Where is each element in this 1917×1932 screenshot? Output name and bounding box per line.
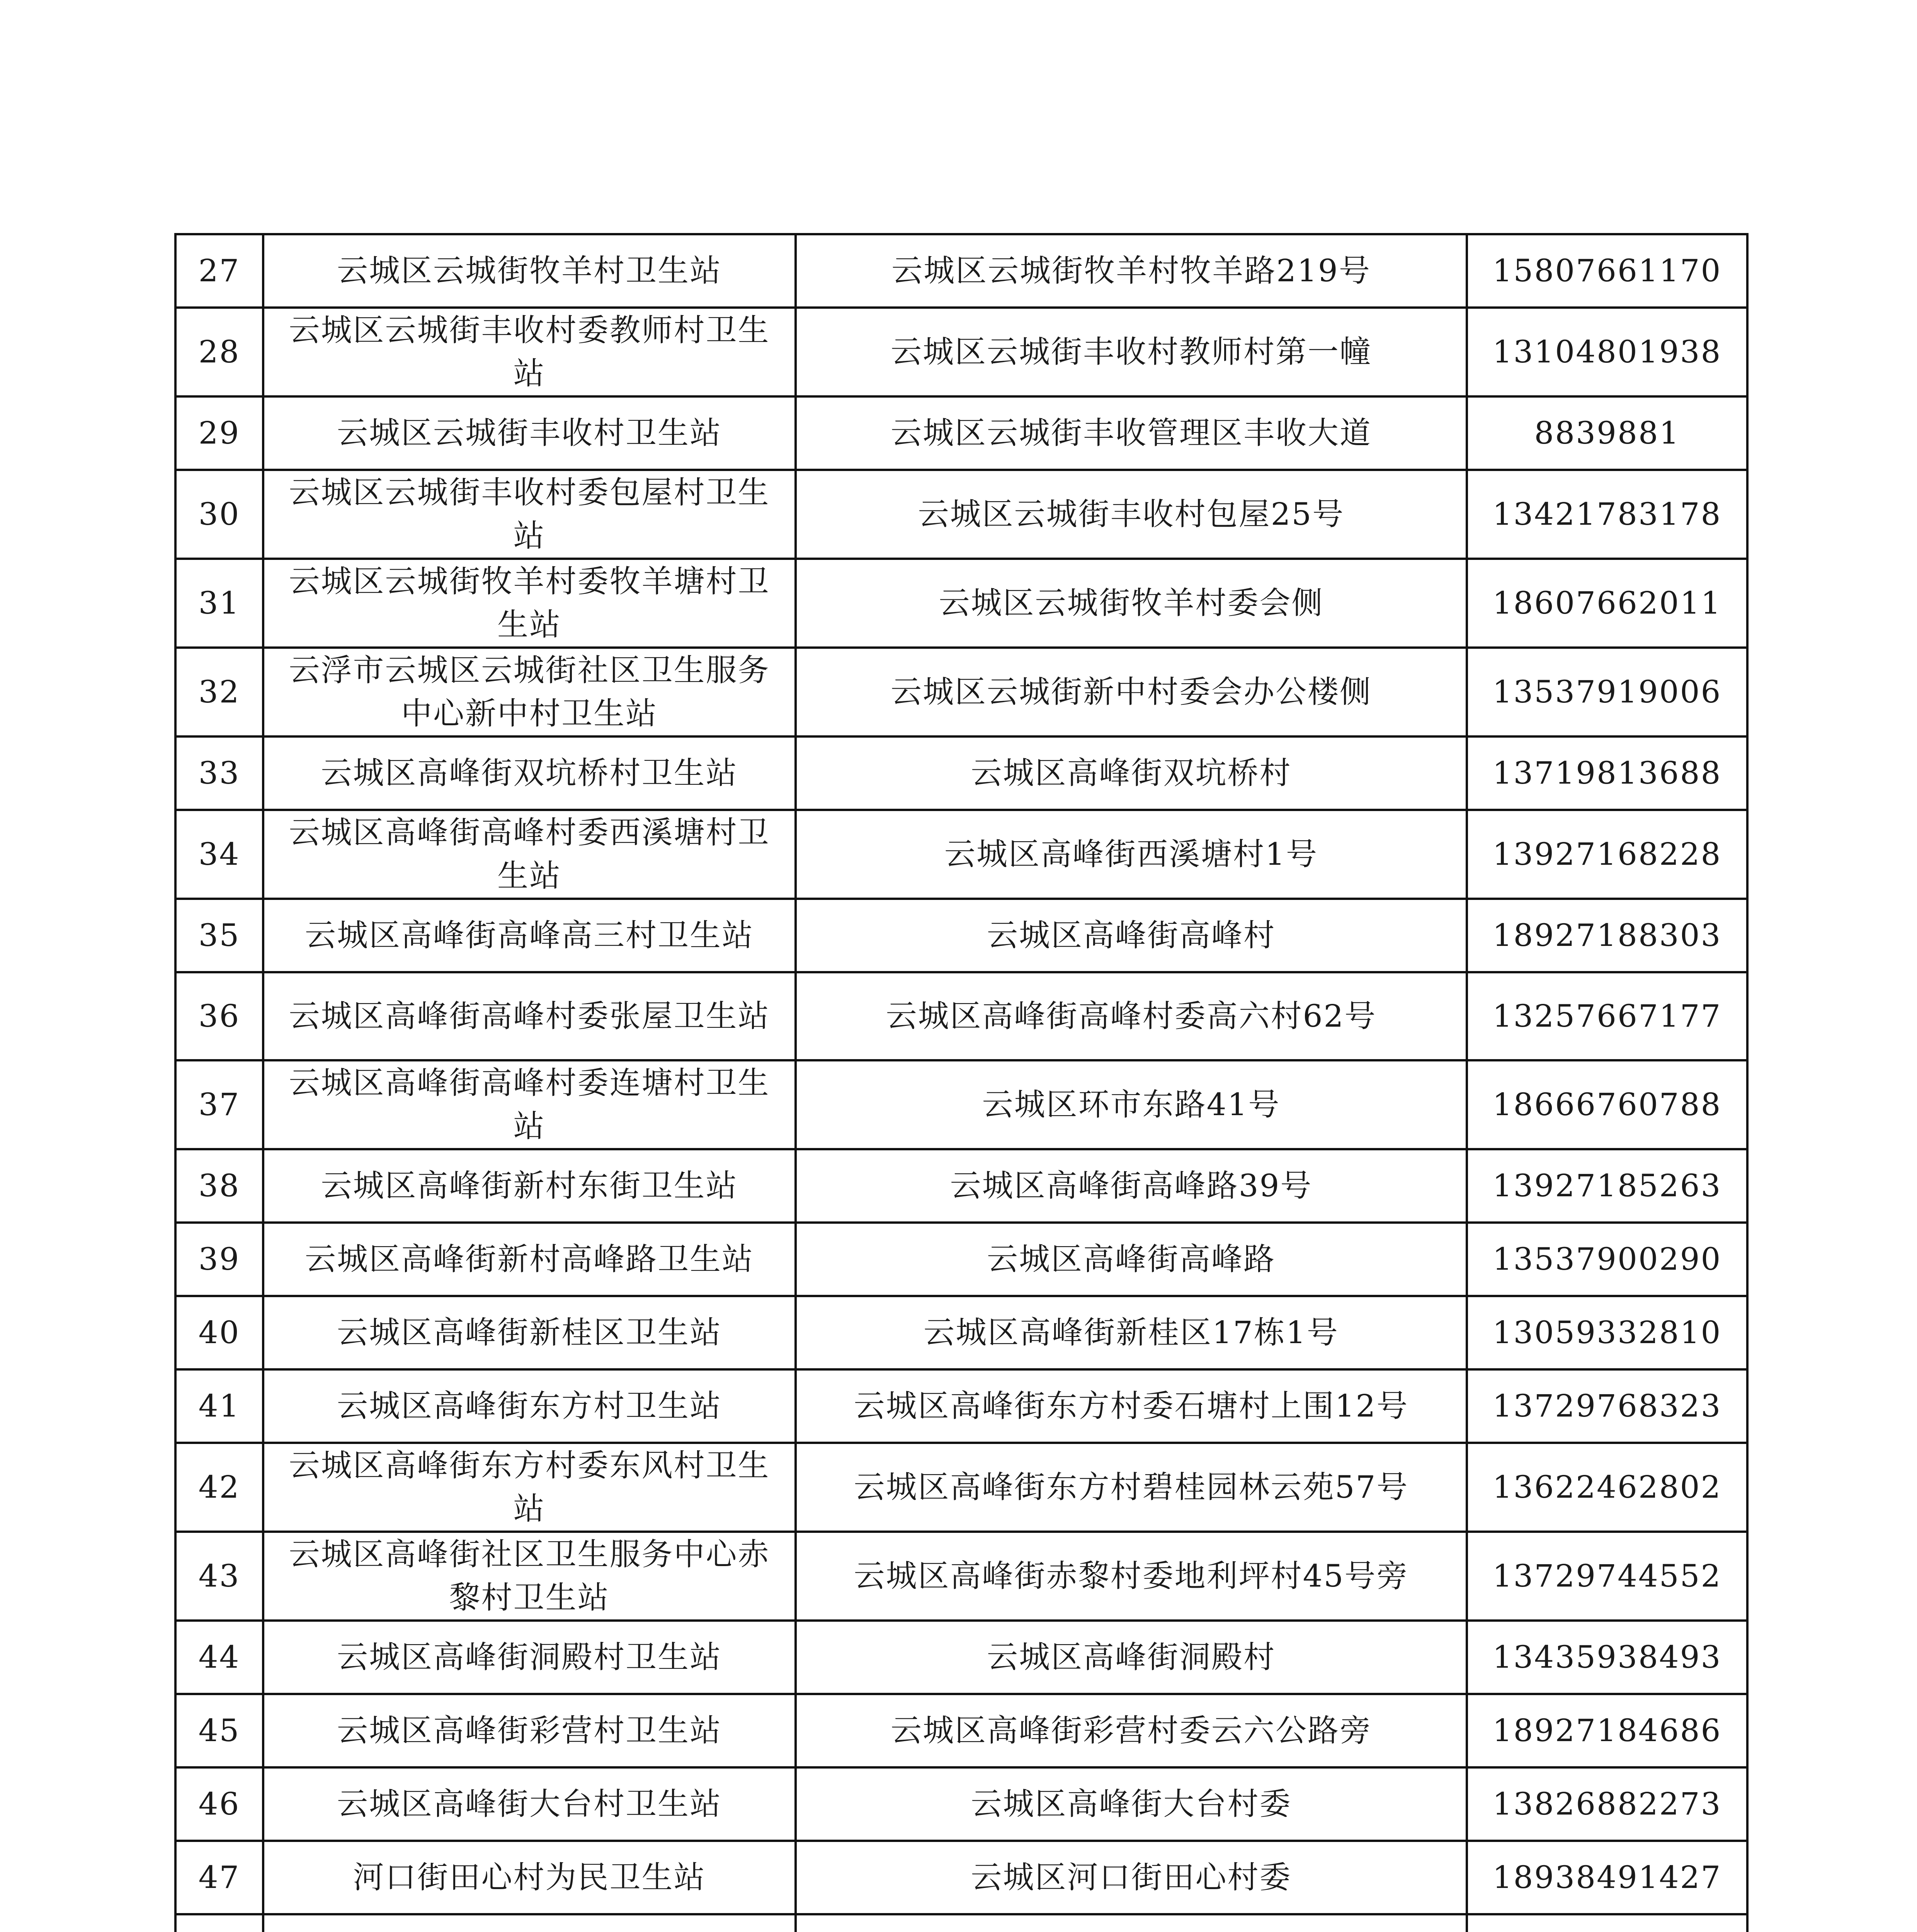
row-number: 47 (175, 1841, 263, 1914)
table-row (175, 1443, 1747, 1532)
clinic-name: 云城区云城街丰收村委包屋村卫生站 (263, 470, 796, 559)
clinic-address: 云城区云城街丰收管理区丰收大道 (796, 396, 1467, 470)
table-row (175, 308, 1747, 396)
clinic-name: 云城区高峰街大台村卫生站 (263, 1767, 796, 1841)
clinic-name: 云城区云城街牧羊村卫生站 (263, 234, 796, 308)
clinic-name: 云城区高峰街东方村委东风村卫生站 (263, 1443, 796, 1532)
row-number: 29 (175, 396, 263, 470)
clinic-address: 云城区高峰街赤黎村委地利坪村45号旁 (796, 1532, 1467, 1621)
clinic-name: 云浮市云城区云城街社区卫生服务中心新中村卫生站 (263, 648, 796, 736)
table-row (175, 1621, 1747, 1694)
clinic-address: 云城区云城街新中村委会办公楼侧 (796, 648, 1467, 736)
clinic-phone: 13537919006 (1467, 648, 1747, 736)
table-row (175, 559, 1747, 648)
table-row (175, 1914, 1747, 1932)
clinic-address: 云城区高峰街高峰路 (796, 1223, 1467, 1296)
row-number: 35 (175, 899, 263, 972)
clinic-name: 云城区云城街丰收村委教师村卫生站 (263, 308, 796, 396)
clinic-address: 云城区高峰街高峰路39号 (796, 1149, 1467, 1223)
clinic-name: 云城区高峰街洞殿村卫生站 (263, 1621, 796, 1694)
table-row (175, 1369, 1747, 1443)
clinic-phone: 13927185263 (1467, 1149, 1747, 1223)
clinic-phone: 13421783178 (1467, 470, 1747, 559)
row-number: 28 (175, 308, 263, 396)
row-number: 45 (175, 1694, 263, 1767)
row-number: 32 (175, 648, 263, 736)
clinic-address (796, 1914, 1467, 1932)
row-number: 39 (175, 1223, 263, 1296)
clinic-address: 云城区高峰街洞殿村 (796, 1621, 1467, 1694)
clinic-phone: 13257667177 (1467, 972, 1747, 1060)
clinic-phone: 8839881 (1467, 396, 1747, 470)
table-row (175, 1532, 1747, 1621)
row-number: 40 (175, 1296, 263, 1369)
row-number: 46 (175, 1767, 263, 1841)
row-number: 36 (175, 972, 263, 1060)
clinic-name: 云城区高峰街高峰村委西溪塘村卫生站 (263, 810, 796, 899)
clinic-phone: 13537900290 (1467, 1223, 1747, 1296)
clinic-phone: 13104801938 (1467, 308, 1747, 396)
clinic-address: 云城区高峰街大台村委 (796, 1767, 1467, 1841)
clinic-phone: 13826882273 (1467, 1767, 1747, 1841)
clinic-phone: 15807661170 (1467, 234, 1747, 308)
clinic-name: 云城区云城街牧羊村委牧羊塘村卫生站 (263, 559, 796, 648)
row-number (175, 1914, 263, 1932)
row-number: 44 (175, 1621, 263, 1694)
table-row (175, 810, 1747, 899)
clinic-phone: 13059332810 (1467, 1296, 1747, 1369)
clinic-name: 云城区高峰街东方村卫生站 (263, 1369, 796, 1443)
clinic-phone: 13729744552 (1467, 1532, 1747, 1621)
table-row (175, 736, 1747, 810)
clinic-name: 云城区高峰街高峰村委连塘村卫生站 (263, 1060, 796, 1149)
clinic-name: 河口街田心村为民卫生站 (263, 1841, 796, 1914)
table-row (175, 1060, 1747, 1149)
clinic-directory-table (174, 233, 1749, 1932)
clinic-name: 云城区高峰街彩营村卫生站 (263, 1694, 796, 1767)
table-row (175, 1223, 1747, 1296)
row-number: 34 (175, 810, 263, 899)
row-number: 33 (175, 736, 263, 810)
table-body (175, 234, 1747, 1932)
clinic-address: 云城区高峰街东方村碧桂园林云苑57号 (796, 1443, 1467, 1532)
table-row (175, 1767, 1747, 1841)
clinic-phone: 18927188303 (1467, 899, 1747, 972)
clinic-address: 云城区高峰街高峰村委高六村62号 (796, 972, 1467, 1060)
clinic-phone: 13719813688 (1467, 736, 1747, 810)
table-row (175, 1694, 1747, 1767)
clinic-name: 云城区高峰街高峰高三村卫生站 (263, 899, 796, 972)
clinic-name: 云城区高峰街新村东街卫生站 (263, 1149, 796, 1223)
clinic-phone: 13927168228 (1467, 810, 1747, 899)
table-row (175, 396, 1747, 470)
table-row (175, 899, 1747, 972)
clinic-phone: 13622462802 (1467, 1443, 1747, 1532)
row-number: 27 (175, 234, 263, 308)
clinic-name: 云城区高峰街新村高峰路卫生站 (263, 1223, 796, 1296)
clinic-name (263, 1914, 796, 1932)
clinic-phone: 18607662011 (1467, 559, 1747, 648)
clinic-phone: 18927184686 (1467, 1694, 1747, 1767)
table-row (175, 470, 1747, 559)
clinic-phone: 18938491427 (1467, 1841, 1747, 1914)
clinic-phone: 13435938493 (1467, 1621, 1747, 1694)
row-number: 43 (175, 1532, 263, 1621)
table-row (175, 648, 1747, 736)
clinic-phone (1467, 1914, 1747, 1932)
row-number: 42 (175, 1443, 263, 1532)
table-row (175, 1149, 1747, 1223)
clinic-address: 云城区高峰街西溪塘村1号 (796, 810, 1467, 899)
clinic-address: 云城区河口街田心村委 (796, 1841, 1467, 1914)
clinic-phone: 18666760788 (1467, 1060, 1747, 1149)
clinic-address: 云城区环市东路41号 (796, 1060, 1467, 1149)
table-row (175, 1841, 1747, 1914)
clinic-name: 云城区高峰街社区卫生服务中心赤黎村卫生站 (263, 1532, 796, 1621)
clinic-address: 云城区云城街牧羊村牧羊路219号 (796, 234, 1467, 308)
clinic-phone: 13729768323 (1467, 1369, 1747, 1443)
table-row (175, 234, 1747, 308)
clinic-address: 云城区云城街牧羊村委会侧 (796, 559, 1467, 648)
row-number: 38 (175, 1149, 263, 1223)
row-number: 41 (175, 1369, 263, 1443)
clinic-address: 云城区高峰街东方村委石塘村上围12号 (796, 1369, 1467, 1443)
table-row (175, 972, 1747, 1060)
row-number: 31 (175, 559, 263, 648)
clinic-address: 云城区高峰街双坑桥村 (796, 736, 1467, 810)
row-number: 30 (175, 470, 263, 559)
clinic-name: 云城区高峰街新桂区卫生站 (263, 1296, 796, 1369)
clinic-name: 云城区云城街丰收村卫生站 (263, 396, 796, 470)
clinic-address: 云城区云城街丰收村教师村第一幢 (796, 308, 1467, 396)
row-number: 37 (175, 1060, 263, 1149)
clinic-address: 云城区高峰街新桂区17栋1号 (796, 1296, 1467, 1369)
table-row (175, 1296, 1747, 1369)
clinic-address: 云城区高峰街高峰村 (796, 899, 1467, 972)
clinic-address: 云城区高峰街彩营村委云六公路旁 (796, 1694, 1467, 1767)
clinic-name: 云城区高峰街高峰村委张屋卫生站 (263, 972, 796, 1060)
clinic-name: 云城区高峰街双坑桥村卫生站 (263, 736, 796, 810)
clinic-address: 云城区云城街丰收村包屋25号 (796, 470, 1467, 559)
